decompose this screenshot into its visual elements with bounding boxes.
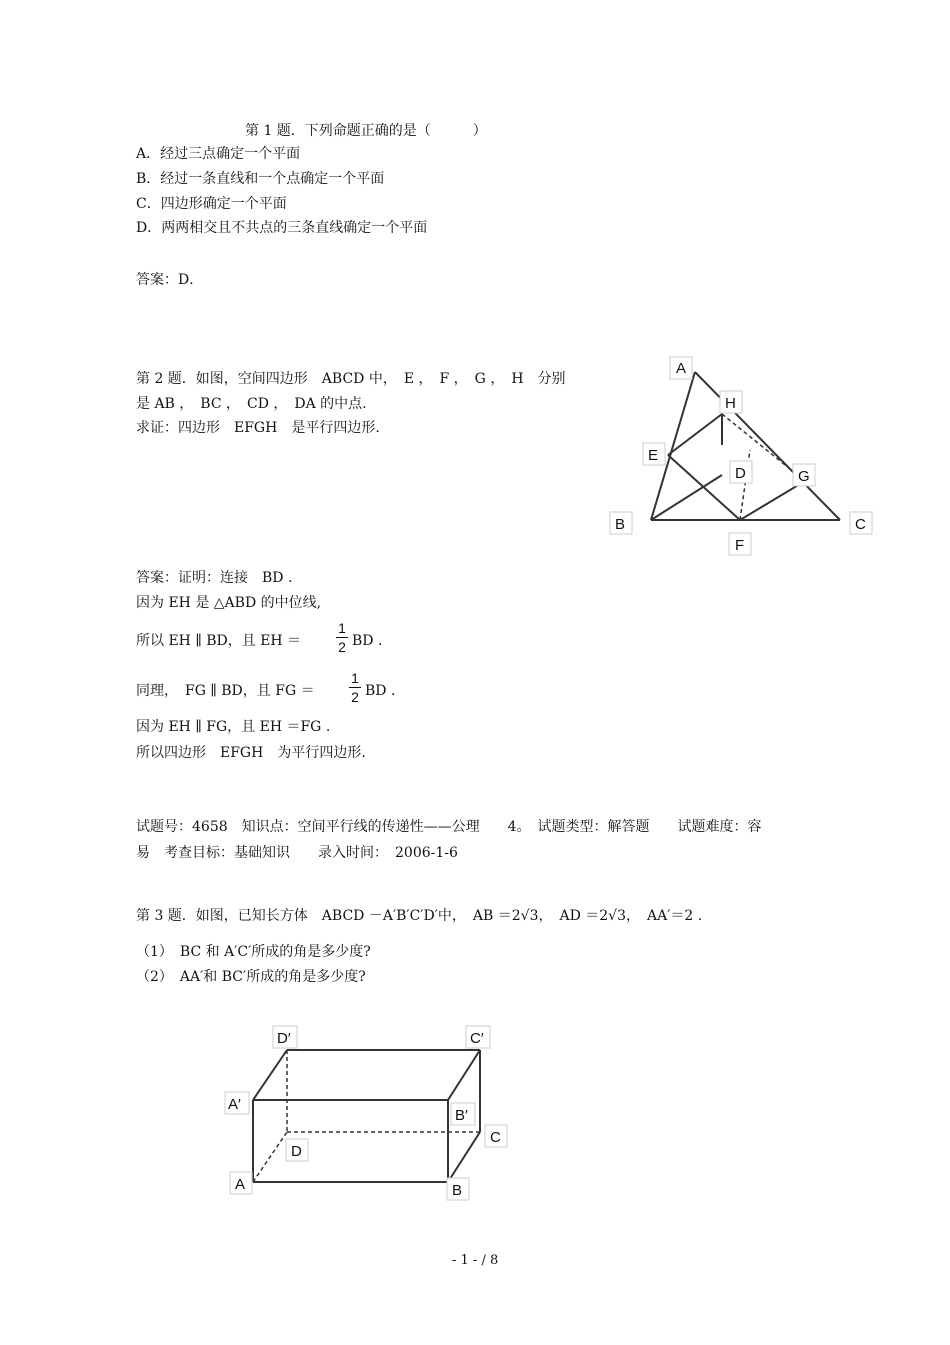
q3-vertex-labels: [225, 1026, 507, 1200]
label-d: D: [735, 465, 746, 482]
box-ap-dp: [253, 1050, 287, 1100]
label-cp: C′: [470, 1030, 484, 1047]
fraction-denominator: 2: [338, 639, 346, 655]
q1-title: 第 1 题．下列命题正确的是（ ）: [245, 123, 487, 139]
label-b: B: [615, 516, 626, 533]
label-c: C: [490, 1129, 501, 1146]
fraction-numerator: 1: [351, 670, 359, 686]
q2-proof-l6: 所以四边形 EFGH 为平行四边形.: [136, 745, 366, 761]
q2-proof-l1: 答案：证明：连接 BD .: [136, 570, 293, 586]
q2-proof-l2: 因为 EH 是 △ABD 的中位线,: [136, 595, 322, 611]
q2-line2: 是 AB ， BC ， CD ， DA 的中点.: [136, 396, 367, 412]
q1-option-d: D．两两相交且不共点的三条直线确定一个平面: [136, 220, 428, 236]
q2-line3: 求证：四边形 EFGH 是平行四边形.: [136, 420, 380, 436]
q1-option-a: A．经过三点确定一个平面: [136, 146, 301, 162]
q2-proof-l5: 因为 EH ∥ FG，且 EH ＝FG .: [136, 719, 331, 735]
q3-line1: 第 3 题．如图，已知长方体 ABCD －A′B′C′D′中， AB ＝2√3， AD ＝2√3， AA′＝2 .: [136, 908, 703, 924]
label-h: H: [725, 395, 736, 412]
label-c: C: [855, 516, 866, 533]
q3-sub2: （2） AA′和 BC′所成的角是多少度?: [136, 969, 366, 985]
box-a-d-dashed: [253, 1132, 287, 1182]
meta-line2: 易 考查目标：基础知识 录入时间： 2006-1-6: [136, 845, 458, 861]
label-dp: D′: [277, 1030, 291, 1047]
label-a: A: [235, 1176, 246, 1193]
label-ap: A′: [228, 1096, 241, 1113]
label-e: E: [648, 447, 659, 464]
label-g: G: [798, 468, 810, 485]
label-d: D: [291, 1143, 302, 1160]
q3-sub1: （1） BC 和 A′C′所成的角是多少度?: [136, 944, 371, 960]
label-a: A: [676, 360, 687, 377]
fraction-numerator: 1: [338, 620, 346, 636]
label-f: F: [735, 537, 745, 554]
fraction-denominator: 2: [351, 689, 359, 705]
label-b: B: [452, 1182, 463, 1199]
q1-option-b: B．经过一条直线和一个点确定一个平面: [136, 171, 385, 187]
q1-answer: 答案：D．: [136, 272, 204, 288]
label-bp: B′: [455, 1107, 468, 1124]
box-bp-cp: [448, 1050, 480, 1100]
q2-proof-l4b: BD .: [365, 683, 396, 699]
q2-proof-l3b: BD .: [352, 633, 383, 649]
box-b-c: [448, 1132, 480, 1182]
q2-proof-l4a: 同理， FG ∥ BD，且 FG ＝: [136, 683, 315, 699]
page-number: - 1 - / 8: [452, 1253, 499, 1268]
q1-option-c: C．四边形确定一个平面: [136, 196, 287, 212]
q2-proof-l3a: 所以 EH ∥ BD，且 EH ＝: [136, 633, 302, 649]
q2-line1: 第 2 题．如图，空间四边形 ABCD 中， E ， F ， G ， H 分别: [136, 371, 566, 387]
meta-line1: 试题号：4658 知识点：空间平行线的传递性——公理 4。 试题类型：解答题 试题难度：容: [136, 819, 762, 835]
